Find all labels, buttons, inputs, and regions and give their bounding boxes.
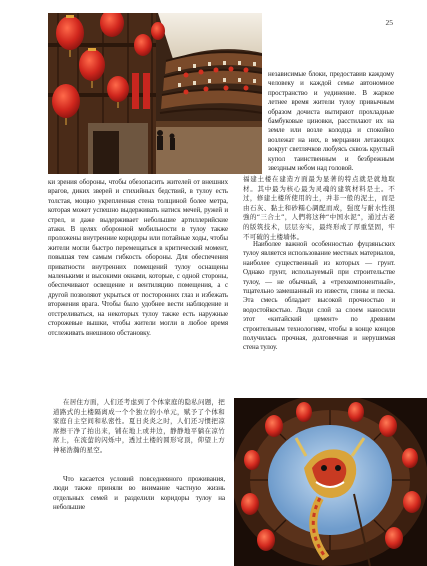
dragon-dance-illustration xyxy=(234,398,427,566)
page-number: 25 xyxy=(385,18,393,27)
paragraph-materials-chinese: 福建土楼在建造方面最为显著的特点就是就地取材。其中最为核心最为灵魂的建筑材料是土。不过，修建土楼所使用的土，并非一般的泥土，而是由石灰、黏土和砂糯心調配而成，强度与耐水性很強的“三合土”，人們将这种“中国水泥”，通过古老的版筑技术，层层夯实，最终形成了厚重坚固，牢不可破的土楼墙体。 xyxy=(243,175,395,241)
paragraph-defense: ки зрения обороны, чтобы обезопасить жителей от внешних врагов, диких зверей и стихийных бедствий, в тулоу есть толстая, мощно укрепленная стена толщиной более метра, которая может успешно выдерживать натиск мечей, ружей и стрел, и даже выдерживает небольшие артиллерийские атаки. В целях оборонной мобильности в тулоу также проложены внутренние коридоры или потайные ходы, чтобы жители могли быстро перемещаться в критический момент, повышая тем самым гибкость обороны. Для обеспечения приватности внутренних помещений тулоу оснащены маленькими и высокими окнами, которые, с одной стороны, обеспечивают освещение и вентиляцию помещения, а с другой позволяют укрыться от посторонних глаз и избежать вторжения врага. Чтобы было удобнее вести наблюдение и отстреливаться, на некоторых тулоу также есть наружные сторожевые вышки, чтобы жители могли в любое время отслеживать внешнюю обстановку. xyxy=(48,178,228,337)
paragraph-materials-russian: Наиболее важной особенностью фуцзяньских тулоу является использование местных материалов, наиболее существенный из которых — грунт. Однако грунт, используемый при строительстве тулоу, — не обычный, а «трехкомпонентный», тщательно замешанный из извести, глины и песка. Эта смесь обладает высокой прочностью и водостойкостью. Люди слой за слоем наносили этот «китайский цемент» по древним строительным технологиям, чтобы в конце концов получилась прочная, долговечная и нерушимая стена тулоу. xyxy=(243,240,395,352)
paragraph-privacy-russian: Что касается условий повседневного проживания, люди также приняли во внимание частную жизнь отдельных семей и разделили коридоры тулоу на небольшие xyxy=(53,475,225,512)
paragraph-privacy-chinese: 在居住方面，人们还考虑到了个体家庭的隐私问题，把道路式的土楼隔离成一个个独立的小单元，赋予了个体和家庭自主空间和私密性。夏日炎炎之时，人们还习惯把凉席擦干净了拍出来，铺在地上或井边，静静地平躺在凉竹席上，在流萤的闪烁中，透过土楼的圆形穹顶，仰望上方神秘浩瀚的星空。 xyxy=(53,398,225,454)
tulou-courtyard-illustration xyxy=(48,13,262,174)
dragon-dance-photo xyxy=(234,398,427,566)
paragraph-top-right: независимые блоки, предоставив каждому человеку и каждой семье автономное пространство и уединение. В жаркое летнее время жители тулоу привычным образом дочиста вытирают прохладные бамбуковые циновки, расстилают их на земле или возле колодца и спокойно возлежат на них, в мерцании летающих вокруг светлячков любуясь сквозь круглый купол таинственным и безбрежным звездным небом над головой. xyxy=(268,70,394,173)
tulou-courtyard-photo xyxy=(48,13,262,174)
